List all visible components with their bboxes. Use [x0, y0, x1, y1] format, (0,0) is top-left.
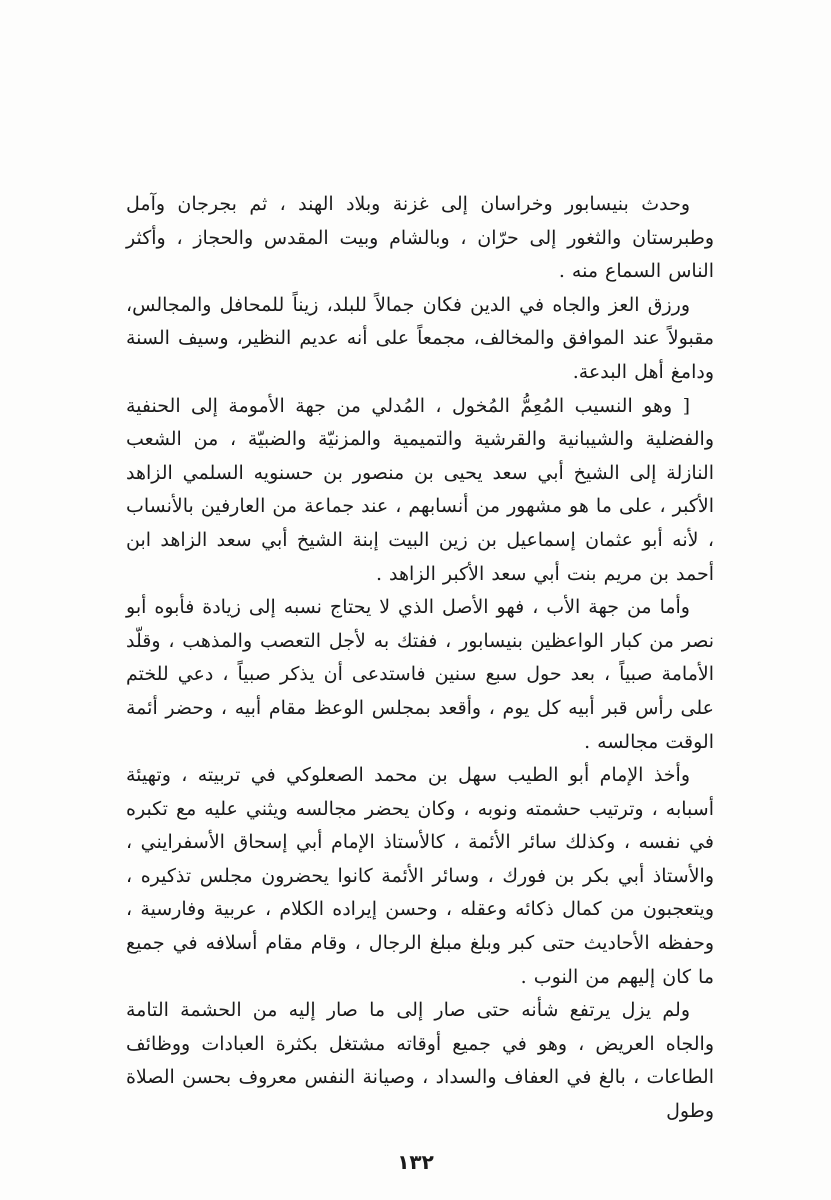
paragraph-3: [ وهو النسيب المُعِمُّ المُخول ، المُدلي من جهة الأمومة إلى الحنفية والفضلية والشيبانية والقرشية والتميمية والمزنيّة والضبيّة ، من الشعب النازلة إلى الشيخ أبي سعد يحيى بن منصور بن حسنويه السلمي الزاهد الأكبر ، على ما هو مشهور من أنسابهم ، عند جماعة من العارفين بالأنساب ، لأنه أبو عثمان إسماعيل بن زين البيت إبنة الشيخ أبي سعد الزاهد ابن أحمد بن مريم بنت أبي سعد الأكبر الزاهد . — [126, 394, 714, 585]
page-number: ١٣٢ — [397, 1150, 434, 1174]
paragraph-4: وأما من جهة الأب ، فهو الأصل الذي لا يحتاج نسبه إلى زيادة فأبوه أبو نصر من كبار الواعظين بنيسابور ، ففتك به لأجل التعصب والمذهب ، وقلّد الأمامة صبياً ، بعد حول سبع سنين فاستدعى أن يذكر صبياً ، دعي للختم على رأس قبر أبيه كل يوم ، وأقعد بمجلس الوعظ مقام أبيه ، وحضر أئمة الوقت مجالسه . — [126, 596, 714, 753]
paragraph-1: وحدث بنيسابور وخراسان إلى غزنة وبلاد الهند ، ثم بجرجان وآمل وطبرستان والثغور إلى حرّان ، وبالشام وبيت المقدس والحجاز ، وأكثر الناس السماع منه . — [126, 193, 714, 283]
paragraph-6: ولم يزل يرتفع شأنه حتى صار إلى ما صار إليه من الحشمة التامة والجاه العريض ، وهو في جميع أوقاته مشتغل بكثرة العبادات ووظائف الطاعات ، بالغ في العفاف والسداد ، وصيانة النفس معروف بحسن الصلاة وطول — [126, 999, 714, 1123]
paragraph-2: ورزق العز والجاه في الدين فكان جمالاً للبلد، زيناً للمحافل والمجالس، مقبولاً عند الموافق والمخالف، مجمعاً على أنه عديم النظير، وسيف السنة ودامغ أهل البدعة. — [126, 293, 714, 383]
paragraph-5: وأخذ الإمام أبو الطيب سهل بن محمد الصعلوكي في تربيته ، وتهيئة أسبابه ، وترتيب حشمته ونوبه ، وكان يحضر مجالسه ويثني عليه مع تكبره في نفسه ، وكذلك سائر الأئمة ، كالأستاذ الإمام أبي إسحاق الأسفرايني ، والأستاذ أبي بكر بن فورك ، وسائر الأئمة كانوا يحضرون مجلس تذكيره ، ويتعجبون من كمال ذكائه وعقله ، وحسن إيراده الكلام ، عربية وفارسية ، وحفظه الأحاديث حتى كبر وبلغ مبلغ الرجال ، وقام مقام أسلافه في جميع ما كان إليهم من النوب . — [126, 764, 714, 988]
body-text — [126, 188, 714, 1129]
